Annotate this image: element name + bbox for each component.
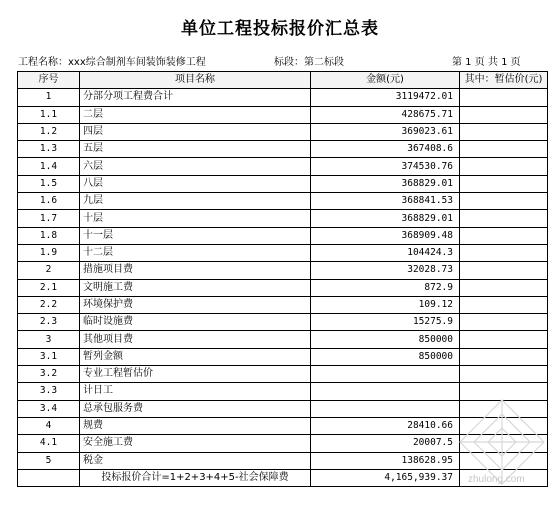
cell-seq: 1.2 [18, 123, 80, 140]
cell-seq: 4.1 [18, 435, 80, 452]
cell-item-name: 专业工程暂估价 [80, 366, 311, 383]
cell-seq: 1.1 [18, 106, 80, 123]
cell-amount [311, 400, 460, 417]
cell-item-name: 措施项目费 [80, 262, 311, 279]
cell-estimate [460, 296, 548, 313]
cell-seq: 1.7 [18, 210, 80, 227]
cell-amount: 28410.66 [311, 417, 460, 434]
cell-seq: 3.2 [18, 366, 80, 383]
cell-item-name: 九层 [80, 193, 311, 210]
cell-item-name: 八层 [80, 175, 311, 192]
table-row [18, 141, 548, 158]
table-row [18, 366, 548, 383]
cell-amount: 872.9 [311, 279, 460, 296]
cell-estimate [460, 123, 548, 140]
cell-seq: 3.1 [18, 348, 80, 365]
total-amount: 4,165,939.37 [311, 469, 460, 486]
cell-item-name: 临时设施费 [80, 314, 311, 331]
cell-seq: 1.3 [18, 141, 80, 158]
cell-seq: 1.5 [18, 175, 80, 192]
cell-amount [311, 366, 460, 383]
cell-item-name: 六层 [80, 158, 311, 175]
cell-amount: 20007.5 [311, 435, 460, 452]
cell-estimate [460, 348, 548, 365]
cell-seq: 2.3 [18, 314, 80, 331]
cell-amount: 368829.01 [311, 210, 460, 227]
cell-amount: 368829.01 [311, 175, 460, 192]
cell-estimate [460, 175, 548, 192]
cell-amount: 368841.53 [311, 193, 460, 210]
table-row [18, 106, 548, 123]
cell-seq: 3.3 [18, 383, 80, 400]
project-name: 工程名称：xxx综合制剂车间装饰装修工程 [18, 57, 206, 68]
header-item-name: 项目名称 [80, 72, 311, 89]
table-row [18, 89, 548, 106]
cell-item-name: 分部分项工程费合计 [80, 89, 311, 106]
cell-item-name: 二层 [80, 106, 311, 123]
header-amount: 金额(元) [311, 72, 460, 89]
section-label: 标段：第二标段 [274, 57, 344, 68]
cell-seq: 1.4 [18, 158, 80, 175]
cell-estimate [460, 210, 548, 227]
cell-estimate [460, 158, 548, 175]
header-estimate: 其中：暂估价(元) [460, 72, 548, 89]
cell-estimate [460, 244, 548, 261]
cell-item-name: 文明施工费 [80, 279, 311, 296]
cell-item-name: 税金 [80, 452, 311, 469]
table-row [18, 262, 548, 279]
cell-amount: 368909.48 [311, 227, 460, 244]
cell-amount: 15275.9 [311, 314, 460, 331]
cell-estimate [460, 262, 548, 279]
cell-seq: 3 [18, 331, 80, 348]
cell-item-name: 十一层 [80, 227, 311, 244]
cell-amount: 138628.95 [311, 452, 460, 469]
cell-item-name: 其他项目费 [80, 331, 311, 348]
cell-amount: 3119472.01 [311, 89, 460, 106]
cell-seq: 5 [18, 452, 80, 469]
cell-item-name: 计日工 [80, 383, 311, 400]
table-row [18, 175, 548, 192]
cell-amount: 428675.71 [311, 106, 460, 123]
cell-amount [311, 383, 460, 400]
cell-item-name: 十层 [80, 210, 311, 227]
cell-amount: 850000 [311, 331, 460, 348]
cell-seq: 2 [18, 262, 80, 279]
table-row [18, 348, 548, 365]
cell-seq: 2.1 [18, 279, 80, 296]
cell-amount: 109.12 [311, 296, 460, 313]
cell-seq [18, 469, 80, 486]
cell-item-name: 四层 [80, 123, 311, 140]
page-counter: 第 1 页 共 1 页 [452, 57, 521, 68]
table-row [18, 158, 548, 175]
cell-seq: 1.8 [18, 227, 80, 244]
cell-amount: 104424.3 [311, 244, 460, 261]
cell-seq: 1 [18, 89, 80, 106]
cell-amount: 369023.61 [311, 123, 460, 140]
cell-estimate [460, 141, 548, 158]
total-label: 投标报价合计=1+2+3+4+5-社会保障费 [80, 469, 311, 486]
cell-item-name: 规费 [80, 417, 311, 434]
table-row [18, 210, 548, 227]
cell-item-name: 环境保护费 [80, 296, 311, 313]
cell-estimate [460, 366, 548, 383]
table-row [18, 193, 548, 210]
cell-amount: 32028.73 [311, 262, 460, 279]
cell-estimate [460, 227, 548, 244]
table-row [18, 227, 548, 244]
cell-seq: 1.9 [18, 244, 80, 261]
table-row [18, 279, 548, 296]
cell-estimate [460, 106, 548, 123]
cell-seq: 1.6 [18, 193, 80, 210]
cell-seq: 3.4 [18, 400, 80, 417]
table-header-row [18, 72, 548, 89]
table-row [18, 314, 548, 331]
cell-amount: 374530.76 [311, 158, 460, 175]
cell-item-name: 总承包服务费 [80, 400, 311, 417]
cell-estimate [460, 331, 548, 348]
table-row [18, 296, 548, 313]
cell-amount: 850000 [311, 348, 460, 365]
watermark-text: zhulong.com [468, 474, 525, 485]
cell-estimate [460, 89, 548, 106]
page-title: 单位工程投标报价汇总表 [181, 19, 379, 39]
cell-seq: 4 [18, 417, 80, 434]
table-row [18, 331, 548, 348]
cell-item-name: 暂列金额 [80, 348, 311, 365]
cell-item-name: 安全施工费 [80, 435, 311, 452]
cell-item-name: 十二层 [80, 244, 311, 261]
cell-amount: 367408.6 [311, 141, 460, 158]
cell-estimate [460, 314, 548, 331]
cell-item-name: 五层 [80, 141, 311, 158]
cell-estimate [460, 279, 548, 296]
table-row [18, 123, 548, 140]
header-seq: 序号 [18, 72, 80, 89]
table-row [18, 244, 548, 261]
cell-seq: 2.2 [18, 296, 80, 313]
cell-estimate [460, 193, 548, 210]
